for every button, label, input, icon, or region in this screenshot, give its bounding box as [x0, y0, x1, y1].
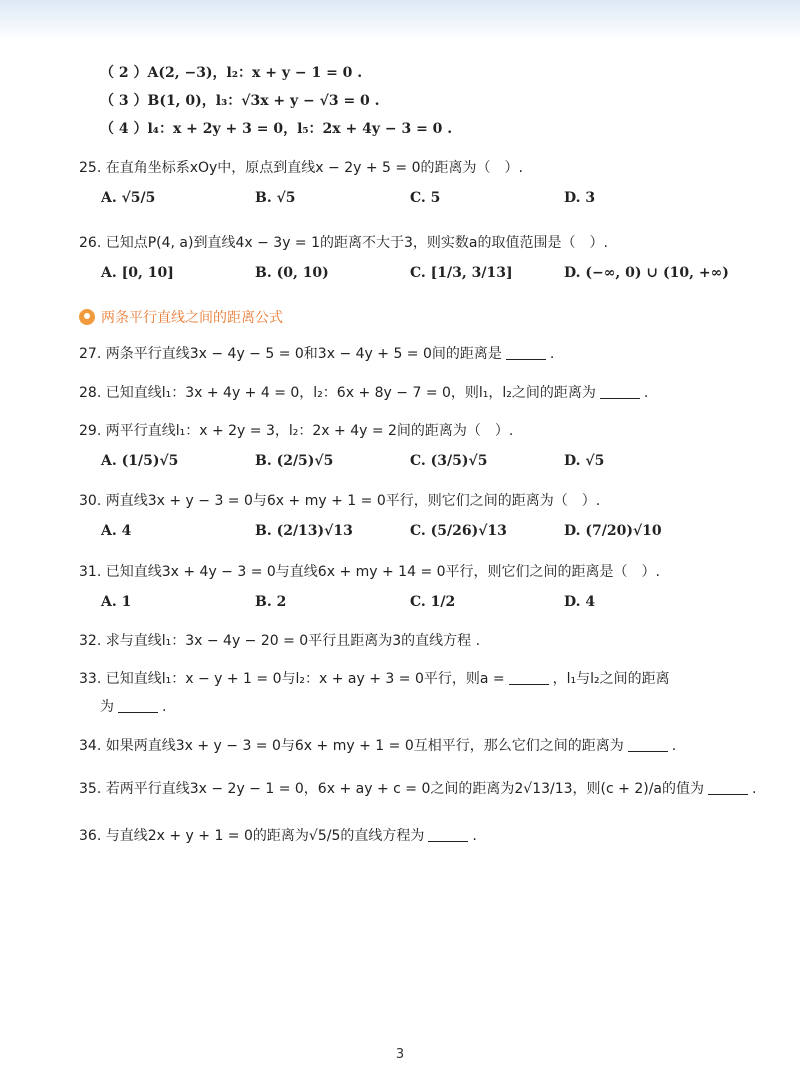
question-28 [0, 380, 800, 406]
question-35 [0, 776, 800, 802]
question-30-options [0, 518, 800, 544]
question-36-stem: 36. 与直线2x + y + 1 = 0的距离为√5/5的直线方程为 [79, 828, 425, 844]
question-31-options [0, 589, 800, 615]
question-33 [0, 666, 800, 692]
answer-blank[interactable] [506, 345, 546, 360]
period: . [549, 346, 555, 362]
option-a: A. √5/5 [101, 190, 156, 206]
question-29-options [0, 448, 800, 474]
answer-blank[interactable] [628, 737, 668, 752]
q24-part2-text: （ 2 ）A(2, −3)，l₂：x + y − 1 = 0 . [100, 65, 363, 81]
answer-blank[interactable] [600, 384, 640, 399]
question-31 [0, 559, 800, 585]
option-c: C. [1/3, 3/13] [410, 265, 513, 281]
question-30-stem: 30. 两直线3x + y − 3 = 0与6x + my + 1 = 0平行，则它们之间的距离为（ ）. [79, 493, 601, 509]
option-c: C. (5/26)√13 [410, 523, 507, 539]
question-36 [0, 823, 800, 849]
option-b: B. (0, 10) [255, 265, 329, 281]
period: . [752, 781, 757, 797]
section-title: 两条平行直线之间的距离公式 [101, 310, 283, 326]
option-a: A. 1 [101, 594, 132, 610]
answer-blank[interactable] [118, 698, 158, 713]
q24-part3 [0, 88, 800, 114]
question-25-stem: 25. 在直角坐标系xOy中，原点到直线x − 2y + 5 = 0的距离为（ ）. [79, 160, 523, 176]
option-d: D. (7/20)√10 [564, 523, 662, 539]
bulb-icon [79, 309, 95, 325]
option-c: C. 1/2 [410, 594, 456, 610]
period: . [671, 738, 677, 754]
question-34 [0, 733, 800, 759]
q24-part2 [0, 60, 800, 86]
option-d: D. (−∞, 0) ∪ (10, +∞) [564, 265, 729, 281]
question-33-stem-tail: ，l₁与l₂之间的距离 [552, 671, 670, 687]
period: . [472, 828, 477, 844]
question-35-stem: 35. 若两平行直线3x − 2y − 1 = 0，6x + ay + c = 0之间的距离为2√13/13，则(c + 2)/a的值为 [79, 781, 704, 797]
section-heading [79, 305, 283, 331]
page-number: 3 [395, 1047, 405, 1062]
q24-part4-text: （ 4 ）l₄：x + 2y + 3 = 0，l₅：2x + 4y − 3 = 0 . [100, 121, 453, 137]
answer-blank[interactable] [428, 827, 468, 842]
option-b: B. (2/5)√5 [255, 453, 334, 469]
question-34-stem: 34. 如果两直线3x + y − 3 = 0与6x + my + 1 = 0互相平行，那么它们之间的距离为 [79, 738, 624, 754]
question-27-stem: 27. 两条平行直线3x − 4y − 5 = 0和3x − 4y + 5 = 0间的距离是 [79, 346, 502, 362]
q24-part3-text: （ 3 ）B(1, 0)，l₃：√3x + y − √3 = 0 . [100, 93, 380, 109]
question-26 [0, 230, 800, 256]
option-b: B. 2 [255, 594, 287, 610]
question-32 [0, 628, 800, 654]
option-d: D. 3 [564, 190, 596, 206]
question-25-options [0, 185, 800, 211]
option-b: B. √5 [255, 190, 296, 206]
answer-blank[interactable] [509, 670, 549, 685]
option-c: C. 5 [410, 190, 441, 206]
option-d: D. 4 [564, 594, 596, 610]
question-33-stem: 33. 已知直线l₁：x − y + 1 = 0与l₂：x + ay + 3 = 0平行，则a = [79, 671, 505, 687]
option-a: A. (1/5)√5 [101, 453, 179, 469]
period: . [643, 385, 649, 401]
question-28-stem: 28. 已知直线l₁：3x + 4y + 4 = 0，l₂：6x + 8y − 7 = 0，则l₁，l₂之间的距离为 [79, 385, 596, 401]
option-b: B. (2/13)√13 [255, 523, 353, 539]
question-26-stem: 26. 已知点P(4, a)到直线4x − 3y = 1的距离不大于3，则实数a的取值范围是（ ）. [79, 235, 608, 251]
option-a: A. [0, 10] [101, 265, 174, 281]
option-c: C. (3/5)√5 [410, 453, 488, 469]
page-header-band [0, 0, 800, 40]
question-33-continued [0, 694, 800, 720]
question-31-stem: 31. 已知直线3x + 4y − 3 = 0与直线6x + my + 14 = 0平行，则它们之间的距离是（ ）. [79, 564, 660, 580]
question-27 [0, 341, 800, 367]
option-d: D. √5 [564, 453, 605, 469]
option-a: A. 4 [101, 523, 132, 539]
period: . [162, 699, 167, 715]
answer-blank[interactable] [708, 780, 748, 795]
question-30 [0, 488, 800, 514]
question-26-options [0, 260, 800, 286]
question-32-stem: 32. 求与直线l₁：3x − 4y − 20 = 0平行且距离为3的直线方程 . [79, 633, 481, 649]
question-29-stem: 29. 两平行直线l₁：x + 2y = 3，l₂：2x + 4y = 2间的距离为（ ）. [79, 423, 514, 439]
question-29 [0, 418, 800, 444]
q24-part4 [0, 116, 800, 142]
question-33-continuation: 为 [100, 699, 114, 715]
question-25 [0, 155, 800, 181]
